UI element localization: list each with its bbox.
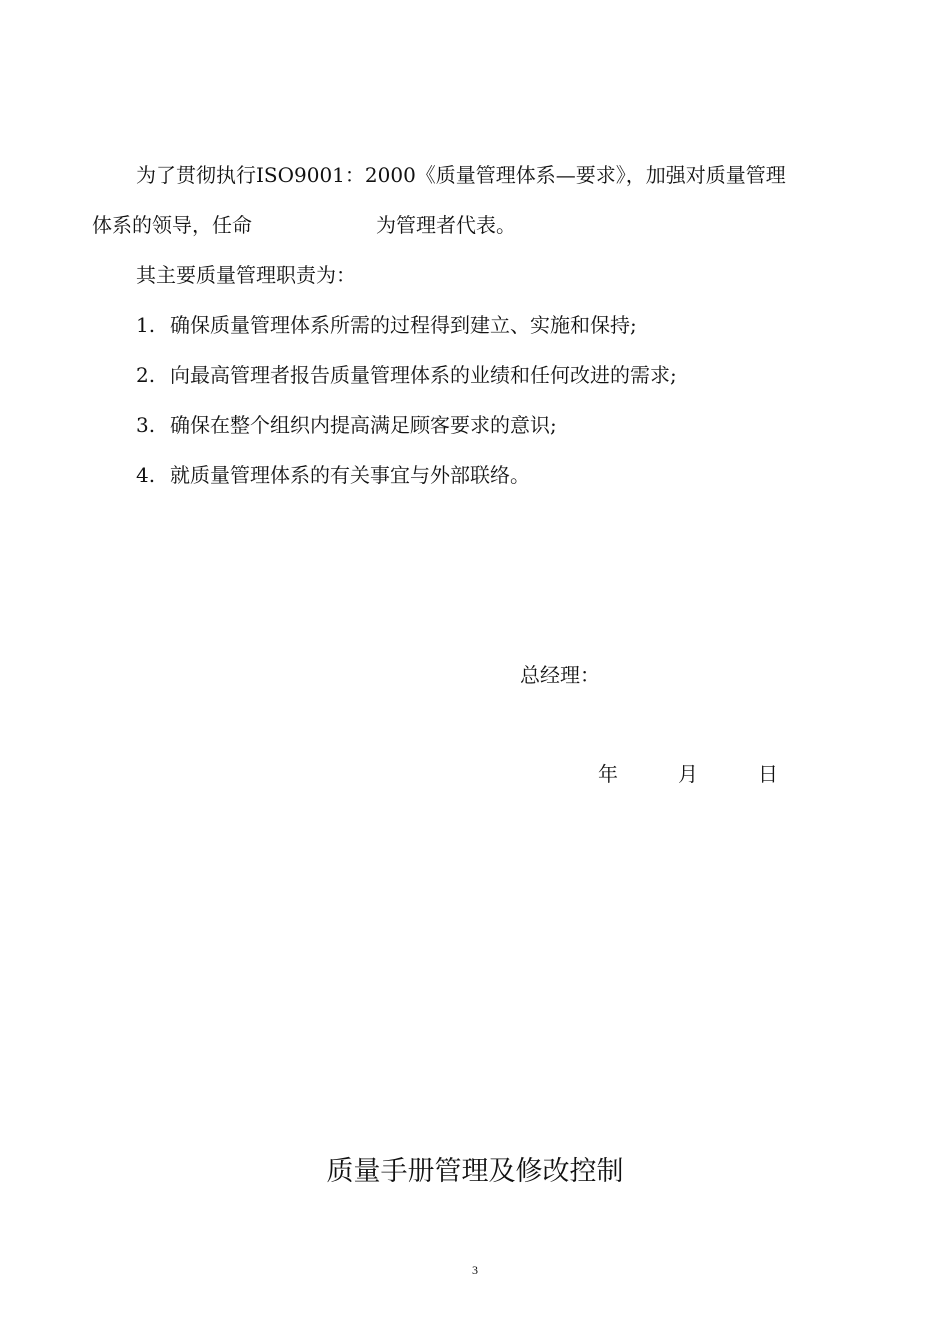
page-number: 3 [472, 1263, 478, 1277]
duty-text: 就质量管理体系的有关事宜与外部联络。 [170, 463, 530, 487]
intro-paragraph-line-2 [92, 211, 516, 239]
duty-item [136, 461, 530, 489]
date-year-label: 年 [598, 762, 618, 786]
intro-line-2-end: 为管理者代表。 [376, 213, 516, 237]
duty-text: 向最高管理者报告质量管理体系的业绩和任何改进的需求; [170, 363, 677, 387]
general-manager-signature-label: 总经理： [520, 663, 600, 687]
intro-paragraph-line-1: 为了贯彻执行ISO9001：2000《质量管理体系—要求》，加强对质量管理 [136, 163, 786, 187]
duty-number: 4. [136, 463, 156, 487]
duty-text: 确保在整个组织内提高满足顾客要求的意识; [170, 413, 557, 437]
duty-number: 2. [136, 363, 156, 387]
date-day-label: 日 [758, 762, 778, 786]
duty-item [136, 411, 557, 439]
date-month-label: 月 [678, 762, 698, 786]
duty-text: 确保质量管理体系所需的过程得到建立、实施和保持; [170, 313, 637, 337]
signature-date [598, 760, 778, 788]
duty-number: 3. [136, 413, 156, 437]
duties-heading: 其主要质量管理职责为： [136, 263, 356, 287]
duty-item [136, 361, 677, 389]
duty-item [136, 311, 637, 339]
section-title: 质量手册管理及修改控制 [326, 1156, 624, 1187]
duty-number: 1. [136, 313, 156, 337]
intro-line-2-start: 体系的领导，任命 [92, 213, 252, 237]
